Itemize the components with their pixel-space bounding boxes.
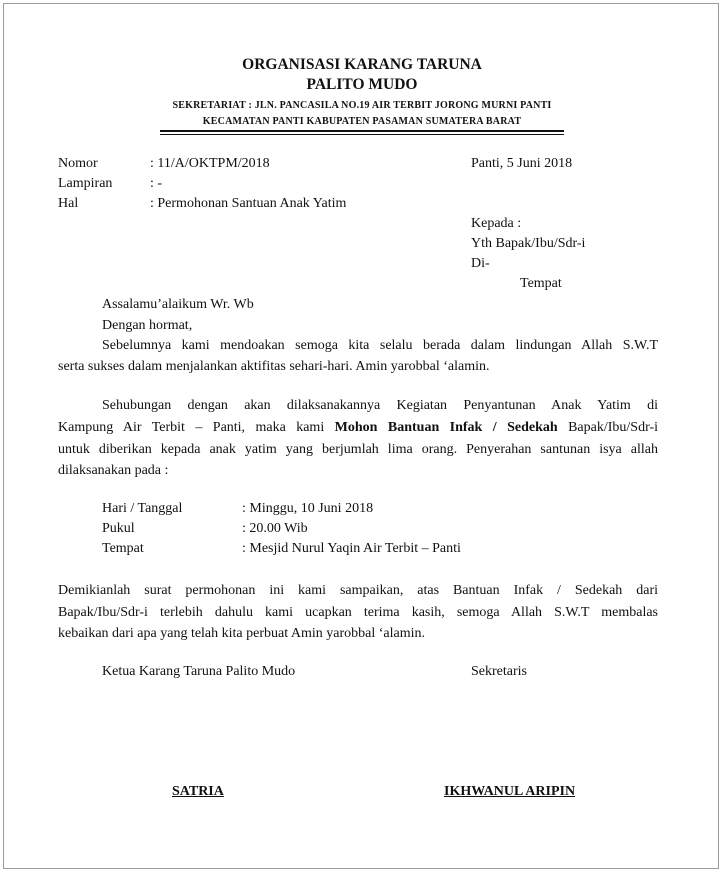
letter-page	[3, 3, 719, 869]
event-place-label: Tempat	[102, 541, 144, 556]
p2-line2-start: Kampung Air Terbit – Panti, maka kami	[58, 420, 335, 435]
event-place-value: : Mesjid Nurul Yaqin Air Terbit – Panti	[242, 541, 461, 556]
paragraph-2-line-3: untuk diberikan kepada anak yatim yang berjumlah lima orang. Penyerahan santunan isya allah	[58, 442, 658, 457]
nomor-label: Nomor	[58, 156, 98, 171]
lampiran-value: : -	[150, 176, 163, 191]
paragraph-2-line-1: Sehubungan dengan akan dilaksanakannya Kegiatan Penyantunan Anak Yatim di	[102, 398, 658, 413]
address-line-1: SEKRETARIAT : JLN. PANCASILA NO.19 AIR TERBIT JORONG MURNI PANTI	[172, 100, 552, 111]
event-time-label: Pukul	[102, 521, 135, 536]
kepada-label: Kepada :	[471, 216, 522, 231]
header-rule-thick	[160, 130, 564, 132]
signature-right-title: Sekretaris	[471, 664, 527, 679]
p2-line2-bold: Mohon Bantuan Infak / Sedekah	[334, 420, 558, 435]
place-date: Panti, 5 Juni 2018	[471, 156, 573, 171]
org-name: ORGANISASI KARANG TARUNA	[242, 56, 482, 73]
recipient-tempat: Tempat	[520, 276, 562, 291]
event-day-label: Hari / Tanggal	[102, 501, 183, 516]
recipient-di: Di-	[471, 256, 490, 271]
paragraph-3-line-2: Bapak/Ibu/Sdr-i terlebih dahulu kami ucapkan terima kasih, semoga Allah S.W.T membalas	[58, 605, 658, 620]
paragraph-1-line-1: Sebelumnya kami mendoakan semoga kita selalu berada dalam lindungan Allah S.W.T	[102, 338, 658, 353]
unit-name: PALITO MUDO	[306, 76, 418, 93]
header-rule-thin	[160, 134, 564, 135]
event-time-value: : 20.00 Wib	[242, 521, 308, 536]
hal-label: Hal	[58, 196, 79, 211]
paragraph-2-line-4: dilaksanakan pada :	[58, 463, 169, 478]
event-day-value: : Minggu, 10 Juni 2018	[242, 501, 374, 516]
paragraph-3-line-1: Demikianlah surat permohonan ini kami sampaikan, atas Bantuan Infak / Sedekah dari	[58, 583, 658, 598]
nomor-value: : 11/A/OKTPM/2018	[150, 156, 270, 171]
signature-right-name: IKHWANUL ARIPIN	[444, 784, 576, 799]
paragraph-2-line-2	[58, 418, 658, 438]
signature-left-name: SATRIA	[172, 784, 224, 799]
lampiran-label: Lampiran	[58, 176, 113, 191]
recipient-yth: Yth Bapak/Ibu/Sdr-i	[471, 236, 586, 251]
paragraph-1-line-2: serta sukses dalam menjalankan aktifitas sehari-hari. Amin yarobbal ‘alamin.	[58, 359, 490, 374]
p2-line2-end: Bapak/Ibu/Sdr-i	[557, 420, 659, 435]
salam: Assalamu’alaikum Wr. Wb	[102, 297, 254, 312]
signature-left-title: Ketua Karang Taruna Palito Mudo	[102, 664, 296, 679]
hal-value: : Permohonan Santuan Anak Yatim	[150, 196, 347, 211]
address-line-2: KECAMATAN PANTI KABUPATEN PASAMAN SUMATERA BARAT	[202, 116, 522, 127]
dengan-hormat: Dengan hormat,	[102, 318, 193, 333]
paragraph-3-line-3: kebaikan dari apa yang telah kita perbuat Amin yarobbal ‘alamin.	[58, 626, 425, 641]
